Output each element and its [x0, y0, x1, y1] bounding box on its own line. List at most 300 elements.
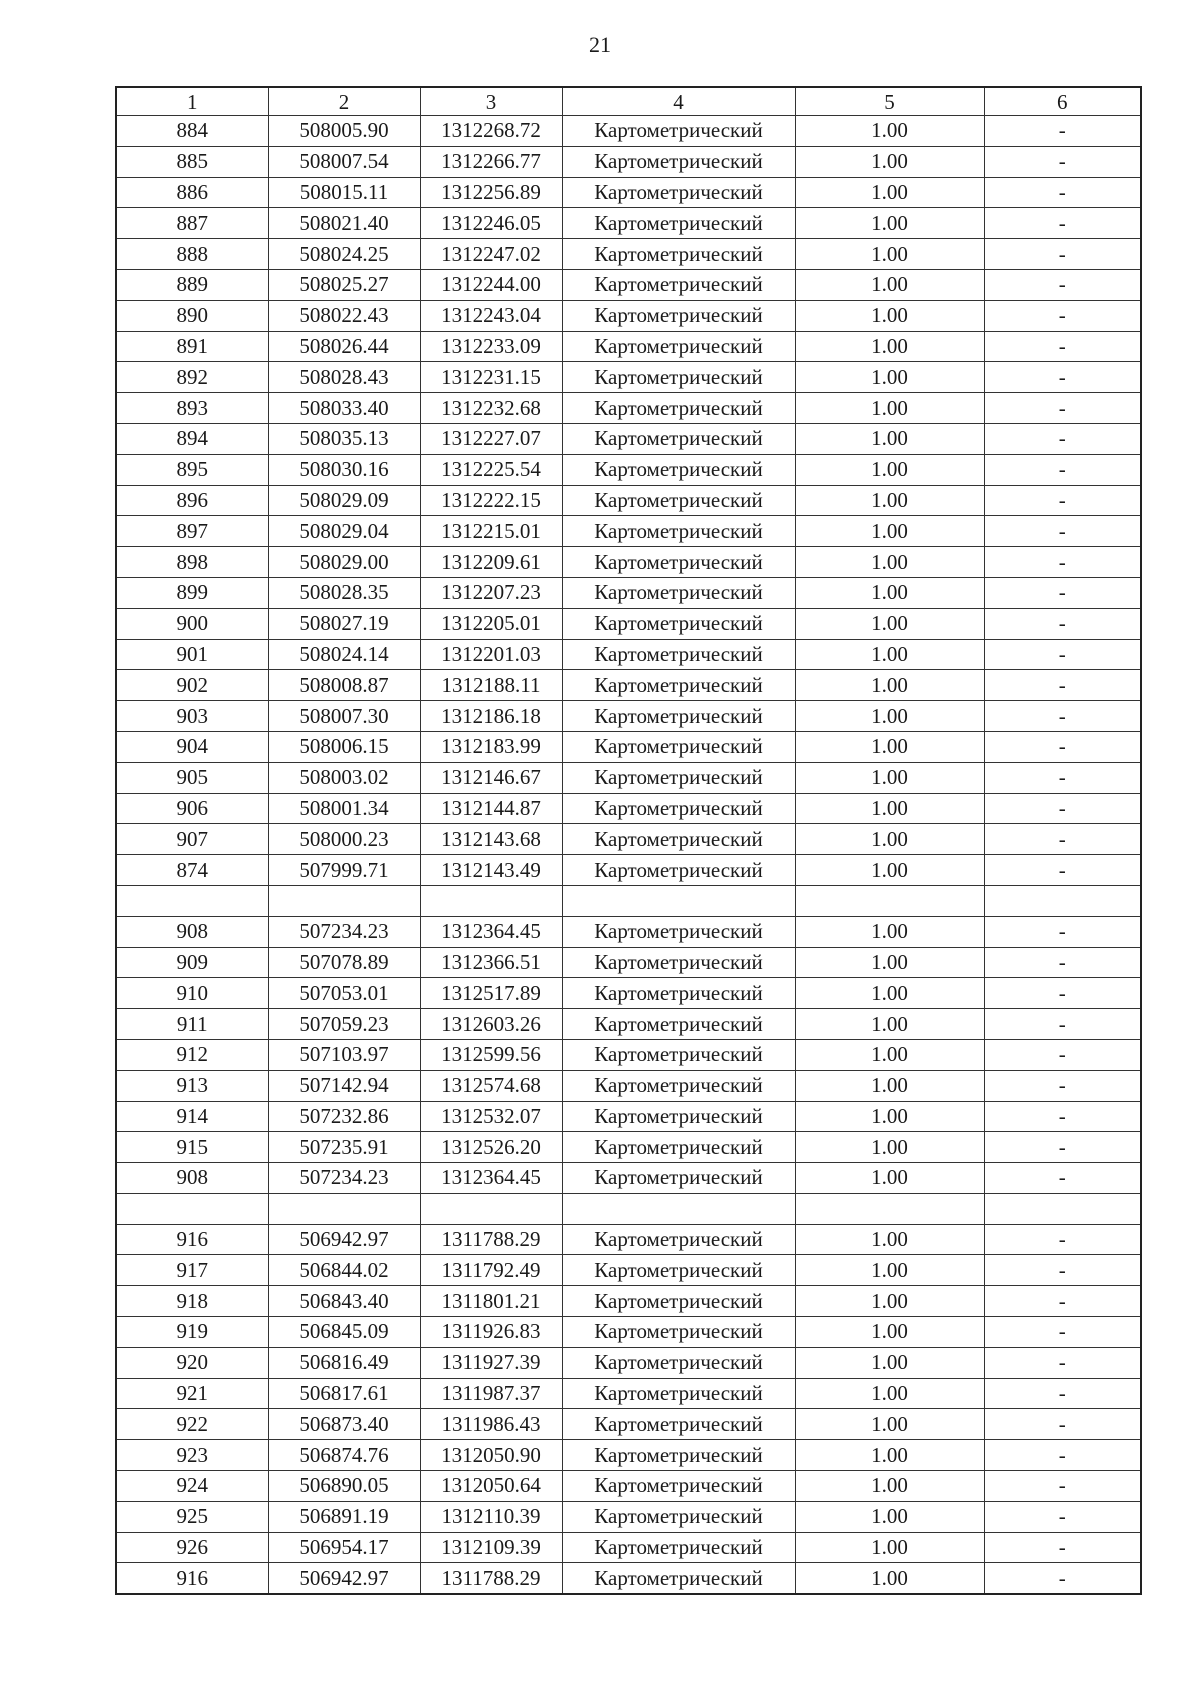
- cell-method: [562, 885, 795, 916]
- table-row: [116, 516, 1141, 547]
- cell-method: Картометрический: [562, 1409, 795, 1440]
- cell-accuracy: 1.00: [795, 1347, 984, 1378]
- cell-accuracy: 1.00: [795, 454, 984, 485]
- table-row: [116, 855, 1141, 886]
- cell-x-coordinate: 508008.87: [268, 670, 420, 701]
- cell-x-coordinate: 506891.19: [268, 1501, 420, 1532]
- cell-method: Картометрический: [562, 1347, 795, 1378]
- cell-method: Картометрический: [562, 824, 795, 855]
- cell-y-coordinate: 1312109.39: [420, 1532, 562, 1563]
- cell-point-number: 907: [116, 824, 268, 855]
- cell-x-coordinate: 508021.40: [268, 208, 420, 239]
- table-row: [116, 947, 1141, 978]
- table-row: [116, 1193, 1141, 1224]
- cell-accuracy: 1.00: [795, 762, 984, 793]
- cell-x-coordinate: 508024.25: [268, 239, 420, 270]
- cell-note: -: [984, 978, 1141, 1009]
- cell-method: Картометрический: [562, 239, 795, 270]
- cell-accuracy: 1.00: [795, 1286, 984, 1317]
- cell-point-number: 921: [116, 1378, 268, 1409]
- cell-method: Картометрический: [562, 1286, 795, 1317]
- cell-note: -: [984, 393, 1141, 424]
- cell-accuracy: 1.00: [795, 639, 984, 670]
- cell-accuracy: 1.00: [795, 1563, 984, 1594]
- cell-x-coordinate: 506843.40: [268, 1286, 420, 1317]
- table-row: [116, 547, 1141, 578]
- table-row: [116, 208, 1141, 239]
- table-row: [116, 1070, 1141, 1101]
- cell-y-coordinate: 1312201.03: [420, 639, 562, 670]
- cell-method: Картометрический: [562, 300, 795, 331]
- column-header-1: 1: [116, 87, 268, 116]
- cell-method: Картометрический: [562, 547, 795, 578]
- cell-note: -: [984, 1163, 1141, 1194]
- table-row: [116, 1440, 1141, 1471]
- table-row: [116, 1471, 1141, 1502]
- cell-note: -: [984, 331, 1141, 362]
- table-row: [116, 1378, 1141, 1409]
- table-row: [116, 1532, 1141, 1563]
- page-number: 21: [589, 32, 611, 57]
- cell-method: Картометрический: [562, 577, 795, 608]
- table-row: [116, 269, 1141, 300]
- cell-x-coordinate: 507999.71: [268, 855, 420, 886]
- cell-point-number: 911: [116, 1009, 268, 1040]
- coordinates-table: [115, 86, 1142, 1595]
- cell-method: Картометрический: [562, 1471, 795, 1502]
- table-row: [116, 116, 1141, 147]
- table-row: [116, 1009, 1141, 1040]
- cell-x-coordinate: [268, 885, 420, 916]
- cell-x-coordinate: 508035.13: [268, 423, 420, 454]
- cell-method: Картометрический: [562, 608, 795, 639]
- cell-method: Картометрический: [562, 454, 795, 485]
- cell-y-coordinate: [420, 1193, 562, 1224]
- table-row: [116, 916, 1141, 947]
- cell-y-coordinate: 1312050.64: [420, 1471, 562, 1502]
- table-header: [116, 87, 1141, 116]
- cell-method: [562, 1193, 795, 1224]
- cell-x-coordinate: 506942.97: [268, 1224, 420, 1255]
- cell-y-coordinate: 1312186.18: [420, 701, 562, 732]
- cell-point-number: 908: [116, 1163, 268, 1194]
- cell-x-coordinate: 508022.43: [268, 300, 420, 331]
- cell-note: -: [984, 855, 1141, 886]
- cell-note: -: [984, 824, 1141, 855]
- cell-point-number: 919: [116, 1317, 268, 1348]
- cell-accuracy: 1.00: [795, 485, 984, 516]
- table-body: [116, 116, 1141, 1595]
- cell-x-coordinate: 506817.61: [268, 1378, 420, 1409]
- cell-note: -: [984, 731, 1141, 762]
- cell-method: Картометрический: [562, 1317, 795, 1348]
- cell-x-coordinate: 506845.09: [268, 1317, 420, 1348]
- table-row: [116, 177, 1141, 208]
- cell-y-coordinate: 1311801.21: [420, 1286, 562, 1317]
- table-row: [116, 454, 1141, 485]
- cell-accuracy: 1.00: [795, 670, 984, 701]
- cell-point-number: 886: [116, 177, 268, 208]
- cell-note: -: [984, 1501, 1141, 1532]
- cell-accuracy: 1.00: [795, 577, 984, 608]
- cell-point-number: 920: [116, 1347, 268, 1378]
- table-row: [116, 885, 1141, 916]
- cell-note: -: [984, 639, 1141, 670]
- cell-note: [984, 1193, 1141, 1224]
- cell-x-coordinate: 508006.15: [268, 731, 420, 762]
- table-row: [116, 362, 1141, 393]
- cell-x-coordinate: 506874.76: [268, 1440, 420, 1471]
- table-row: [116, 331, 1141, 362]
- cell-method: Картометрический: [562, 1440, 795, 1471]
- cell-x-coordinate: 506954.17: [268, 1532, 420, 1563]
- cell-x-coordinate: 508015.11: [268, 177, 420, 208]
- cell-note: -: [984, 762, 1141, 793]
- table-row: [116, 670, 1141, 701]
- cell-x-coordinate: 508001.34: [268, 793, 420, 824]
- cell-x-coordinate: 508033.40: [268, 393, 420, 424]
- cell-x-coordinate: 508003.02: [268, 762, 420, 793]
- cell-point-number: 908: [116, 916, 268, 947]
- cell-y-coordinate: 1312246.05: [420, 208, 562, 239]
- cell-point-number: 910: [116, 978, 268, 1009]
- cell-y-coordinate: 1312227.07: [420, 423, 562, 454]
- table-row: [116, 1409, 1141, 1440]
- cell-note: -: [984, 300, 1141, 331]
- cell-method: Картометрический: [562, 269, 795, 300]
- cell-point-number: 922: [116, 1409, 268, 1440]
- cell-y-coordinate: 1312205.01: [420, 608, 562, 639]
- cell-note: -: [984, 1039, 1141, 1070]
- cell-accuracy: 1.00: [795, 731, 984, 762]
- cell-y-coordinate: 1312207.23: [420, 577, 562, 608]
- cell-point-number: 895: [116, 454, 268, 485]
- cell-accuracy: 1.00: [795, 239, 984, 270]
- cell-method: Картометрический: [562, 1501, 795, 1532]
- cell-x-coordinate: 508028.43: [268, 362, 420, 393]
- cell-method: Картометрический: [562, 208, 795, 239]
- cell-y-coordinate: 1311788.29: [420, 1224, 562, 1255]
- cell-accuracy: 1.00: [795, 362, 984, 393]
- cell-point-number: 891: [116, 331, 268, 362]
- cell-point-number: 888: [116, 239, 268, 270]
- cell-accuracy: [795, 885, 984, 916]
- cell-x-coordinate: 506816.49: [268, 1347, 420, 1378]
- cell-accuracy: 1.00: [795, 1409, 984, 1440]
- cell-note: -: [984, 577, 1141, 608]
- cell-point-number: 906: [116, 793, 268, 824]
- cell-point-number: [116, 885, 268, 916]
- cell-accuracy: 1.00: [795, 824, 984, 855]
- cell-point-number: 897: [116, 516, 268, 547]
- cell-y-coordinate: 1312110.39: [420, 1501, 562, 1532]
- cell-x-coordinate: 507234.23: [268, 916, 420, 947]
- table-row: [116, 1317, 1141, 1348]
- cell-method: Картометрический: [562, 639, 795, 670]
- table-row: [116, 239, 1141, 270]
- cell-point-number: 913: [116, 1070, 268, 1101]
- cell-y-coordinate: 1311927.39: [420, 1347, 562, 1378]
- cell-note: -: [984, 1347, 1141, 1378]
- cell-note: -: [984, 1224, 1141, 1255]
- cell-point-number: 892: [116, 362, 268, 393]
- cell-y-coordinate: 1312146.67: [420, 762, 562, 793]
- cell-y-coordinate: 1312364.45: [420, 1163, 562, 1194]
- cell-note: -: [984, 362, 1141, 393]
- table-row: [116, 577, 1141, 608]
- cell-accuracy: 1.00: [795, 947, 984, 978]
- table-row: [116, 1255, 1141, 1286]
- cell-point-number: 912: [116, 1039, 268, 1070]
- cell-point-number: 905: [116, 762, 268, 793]
- cell-accuracy: 1.00: [795, 1101, 984, 1132]
- cell-y-coordinate: 1311987.37: [420, 1378, 562, 1409]
- cell-x-coordinate: 507053.01: [268, 978, 420, 1009]
- cell-x-coordinate: 507235.91: [268, 1132, 420, 1163]
- column-header-3: 3: [420, 87, 562, 116]
- cell-y-coordinate: 1312599.56: [420, 1039, 562, 1070]
- cell-y-coordinate: 1312209.61: [420, 547, 562, 578]
- cell-point-number: 926: [116, 1532, 268, 1563]
- cell-note: -: [984, 608, 1141, 639]
- cell-accuracy: 1.00: [795, 1440, 984, 1471]
- cell-accuracy: 1.00: [795, 1317, 984, 1348]
- cell-accuracy: 1.00: [795, 978, 984, 1009]
- cell-method: Картометрический: [562, 762, 795, 793]
- cell-y-coordinate: 1312243.04: [420, 300, 562, 331]
- cell-method: Картометрический: [562, 1132, 795, 1163]
- cell-method: Картометрический: [562, 331, 795, 362]
- cell-x-coordinate: 508028.35: [268, 577, 420, 608]
- table-row: [116, 824, 1141, 855]
- cell-y-coordinate: 1312183.99: [420, 731, 562, 762]
- cell-accuracy: 1.00: [795, 269, 984, 300]
- cell-y-coordinate: 1312574.68: [420, 1070, 562, 1101]
- cell-accuracy: 1.00: [795, 1378, 984, 1409]
- cell-note: -: [984, 547, 1141, 578]
- cell-point-number: 890: [116, 300, 268, 331]
- cell-y-coordinate: 1312222.15: [420, 485, 562, 516]
- table-row: [116, 608, 1141, 639]
- cell-accuracy: 1.00: [795, 793, 984, 824]
- cell-y-coordinate: 1312366.51: [420, 947, 562, 978]
- table-row: [116, 978, 1141, 1009]
- cell-method: Картометрический: [562, 793, 795, 824]
- cell-note: -: [984, 1563, 1141, 1594]
- cell-x-coordinate: 506890.05: [268, 1471, 420, 1502]
- cell-accuracy: 1.00: [795, 177, 984, 208]
- table-row: [116, 1132, 1141, 1163]
- table-row: [116, 1286, 1141, 1317]
- cell-note: -: [984, 1409, 1141, 1440]
- cell-y-coordinate: 1312244.00: [420, 269, 562, 300]
- cell-accuracy: 1.00: [795, 116, 984, 147]
- cell-method: Картометрический: [562, 1009, 795, 1040]
- table-row: [116, 423, 1141, 454]
- cell-note: -: [984, 177, 1141, 208]
- cell-x-coordinate: 506942.97: [268, 1563, 420, 1594]
- cell-y-coordinate: 1312517.89: [420, 978, 562, 1009]
- table-row: [116, 762, 1141, 793]
- cell-accuracy: 1.00: [795, 208, 984, 239]
- cell-note: -: [984, 423, 1141, 454]
- cell-x-coordinate: 508000.23: [268, 824, 420, 855]
- cell-accuracy: 1.00: [795, 331, 984, 362]
- cell-x-coordinate: 507103.97: [268, 1039, 420, 1070]
- header-row: [116, 87, 1141, 116]
- cell-accuracy: 1.00: [795, 1070, 984, 1101]
- cell-x-coordinate: 508025.27: [268, 269, 420, 300]
- cell-accuracy: 1.00: [795, 1224, 984, 1255]
- cell-accuracy: [795, 1193, 984, 1224]
- cell-x-coordinate: 507234.23: [268, 1163, 420, 1194]
- cell-accuracy: 1.00: [795, 855, 984, 886]
- cell-accuracy: 1.00: [795, 423, 984, 454]
- cell-y-coordinate: 1311986.43: [420, 1409, 562, 1440]
- cell-y-coordinate: 1312231.15: [420, 362, 562, 393]
- cell-accuracy: 1.00: [795, 1532, 984, 1563]
- table-row: [116, 300, 1141, 331]
- cell-accuracy: 1.00: [795, 608, 984, 639]
- cell-note: -: [984, 916, 1141, 947]
- cell-accuracy: 1.00: [795, 1163, 984, 1194]
- cell-note: -: [984, 208, 1141, 239]
- cell-note: -: [984, 1440, 1141, 1471]
- cell-method: Картометрический: [562, 516, 795, 547]
- cell-note: [984, 885, 1141, 916]
- cell-y-coordinate: 1312143.68: [420, 824, 562, 855]
- cell-note: -: [984, 670, 1141, 701]
- cell-y-coordinate: 1311926.83: [420, 1317, 562, 1348]
- cell-point-number: 914: [116, 1101, 268, 1132]
- cell-point-number: 894: [116, 423, 268, 454]
- cell-point-number: 902: [116, 670, 268, 701]
- cell-y-coordinate: [420, 885, 562, 916]
- cell-y-coordinate: 1312266.77: [420, 146, 562, 177]
- cell-accuracy: 1.00: [795, 1132, 984, 1163]
- cell-note: -: [984, 1132, 1141, 1163]
- table-row: [116, 1163, 1141, 1194]
- cell-method: Картометрический: [562, 978, 795, 1009]
- cell-y-coordinate: 1312143.49: [420, 855, 562, 886]
- cell-point-number: 903: [116, 701, 268, 732]
- cell-method: Картометрический: [562, 1039, 795, 1070]
- table-row: [116, 1101, 1141, 1132]
- cell-x-coordinate: 508005.90: [268, 116, 420, 147]
- cell-x-coordinate: 508007.54: [268, 146, 420, 177]
- table-row: [116, 701, 1141, 732]
- cell-y-coordinate: 1312233.09: [420, 331, 562, 362]
- cell-note: -: [984, 1471, 1141, 1502]
- cell-point-number: 925: [116, 1501, 268, 1532]
- cell-note: -: [984, 146, 1141, 177]
- cell-x-coordinate: 508029.00: [268, 547, 420, 578]
- cell-accuracy: 1.00: [795, 1009, 984, 1040]
- cell-note: -: [984, 1286, 1141, 1317]
- cell-accuracy: 1.00: [795, 393, 984, 424]
- cell-accuracy: 1.00: [795, 1039, 984, 1070]
- cell-x-coordinate: 508026.44: [268, 331, 420, 362]
- cell-x-coordinate: 507059.23: [268, 1009, 420, 1040]
- column-header-5: 5: [795, 87, 984, 116]
- cell-accuracy: 1.00: [795, 547, 984, 578]
- cell-note: -: [984, 239, 1141, 270]
- cell-y-coordinate: 1312225.54: [420, 454, 562, 485]
- cell-method: Картометрический: [562, 177, 795, 208]
- table-row: [116, 1347, 1141, 1378]
- cell-method: Картометрический: [562, 670, 795, 701]
- cell-y-coordinate: 1312144.87: [420, 793, 562, 824]
- cell-y-coordinate: 1312247.02: [420, 239, 562, 270]
- cell-method: Картометрический: [562, 116, 795, 147]
- cell-y-coordinate: 1312232.68: [420, 393, 562, 424]
- cell-point-number: 874: [116, 855, 268, 886]
- cell-accuracy: 1.00: [795, 1501, 984, 1532]
- cell-method: Картометрический: [562, 1378, 795, 1409]
- cell-y-coordinate: 1312050.90: [420, 1440, 562, 1471]
- cell-note: -: [984, 793, 1141, 824]
- table-row: [116, 731, 1141, 762]
- cell-accuracy: 1.00: [795, 916, 984, 947]
- table-row: [116, 393, 1141, 424]
- cell-point-number: 893: [116, 393, 268, 424]
- cell-method: Картометрический: [562, 731, 795, 762]
- cell-x-coordinate: 507142.94: [268, 1070, 420, 1101]
- table-row: [116, 1039, 1141, 1070]
- cell-method: Картометрический: [562, 1163, 795, 1194]
- cell-y-coordinate: 1312215.01: [420, 516, 562, 547]
- cell-method: Картометрический: [562, 947, 795, 978]
- table-row: [116, 146, 1141, 177]
- cell-point-number: 915: [116, 1132, 268, 1163]
- cell-method: Картометрический: [562, 701, 795, 732]
- table-row: [116, 1224, 1141, 1255]
- cell-method: Картометрический: [562, 362, 795, 393]
- column-header-2: 2: [268, 87, 420, 116]
- cell-point-number: 885: [116, 146, 268, 177]
- cell-x-coordinate: 506844.02: [268, 1255, 420, 1286]
- table-row: [116, 793, 1141, 824]
- cell-method: Картометрический: [562, 146, 795, 177]
- cell-note: -: [984, 947, 1141, 978]
- cell-note: -: [984, 1255, 1141, 1286]
- cell-accuracy: 1.00: [795, 1471, 984, 1502]
- cell-method: Картометрический: [562, 485, 795, 516]
- column-header-4: 4: [562, 87, 795, 116]
- cell-accuracy: 1.00: [795, 1255, 984, 1286]
- cell-point-number: 884: [116, 116, 268, 147]
- cell-method: Картометрический: [562, 1224, 795, 1255]
- cell-method: Картометрический: [562, 423, 795, 454]
- cell-y-coordinate: 1311792.49: [420, 1255, 562, 1286]
- cell-x-coordinate: 507232.86: [268, 1101, 420, 1132]
- cell-x-coordinate: [268, 1193, 420, 1224]
- cell-point-number: 917: [116, 1255, 268, 1286]
- cell-x-coordinate: 508007.30: [268, 701, 420, 732]
- cell-method: Картометрический: [562, 1563, 795, 1594]
- cell-point-number: [116, 1193, 268, 1224]
- cell-x-coordinate: 508029.04: [268, 516, 420, 547]
- cell-note: -: [984, 1101, 1141, 1132]
- cell-accuracy: 1.00: [795, 701, 984, 732]
- cell-point-number: 918: [116, 1286, 268, 1317]
- cell-note: -: [984, 1070, 1141, 1101]
- cell-accuracy: 1.00: [795, 516, 984, 547]
- cell-x-coordinate: 508030.16: [268, 454, 420, 485]
- cell-y-coordinate: 1312256.89: [420, 177, 562, 208]
- cell-method: Картометрический: [562, 393, 795, 424]
- table-row: [116, 639, 1141, 670]
